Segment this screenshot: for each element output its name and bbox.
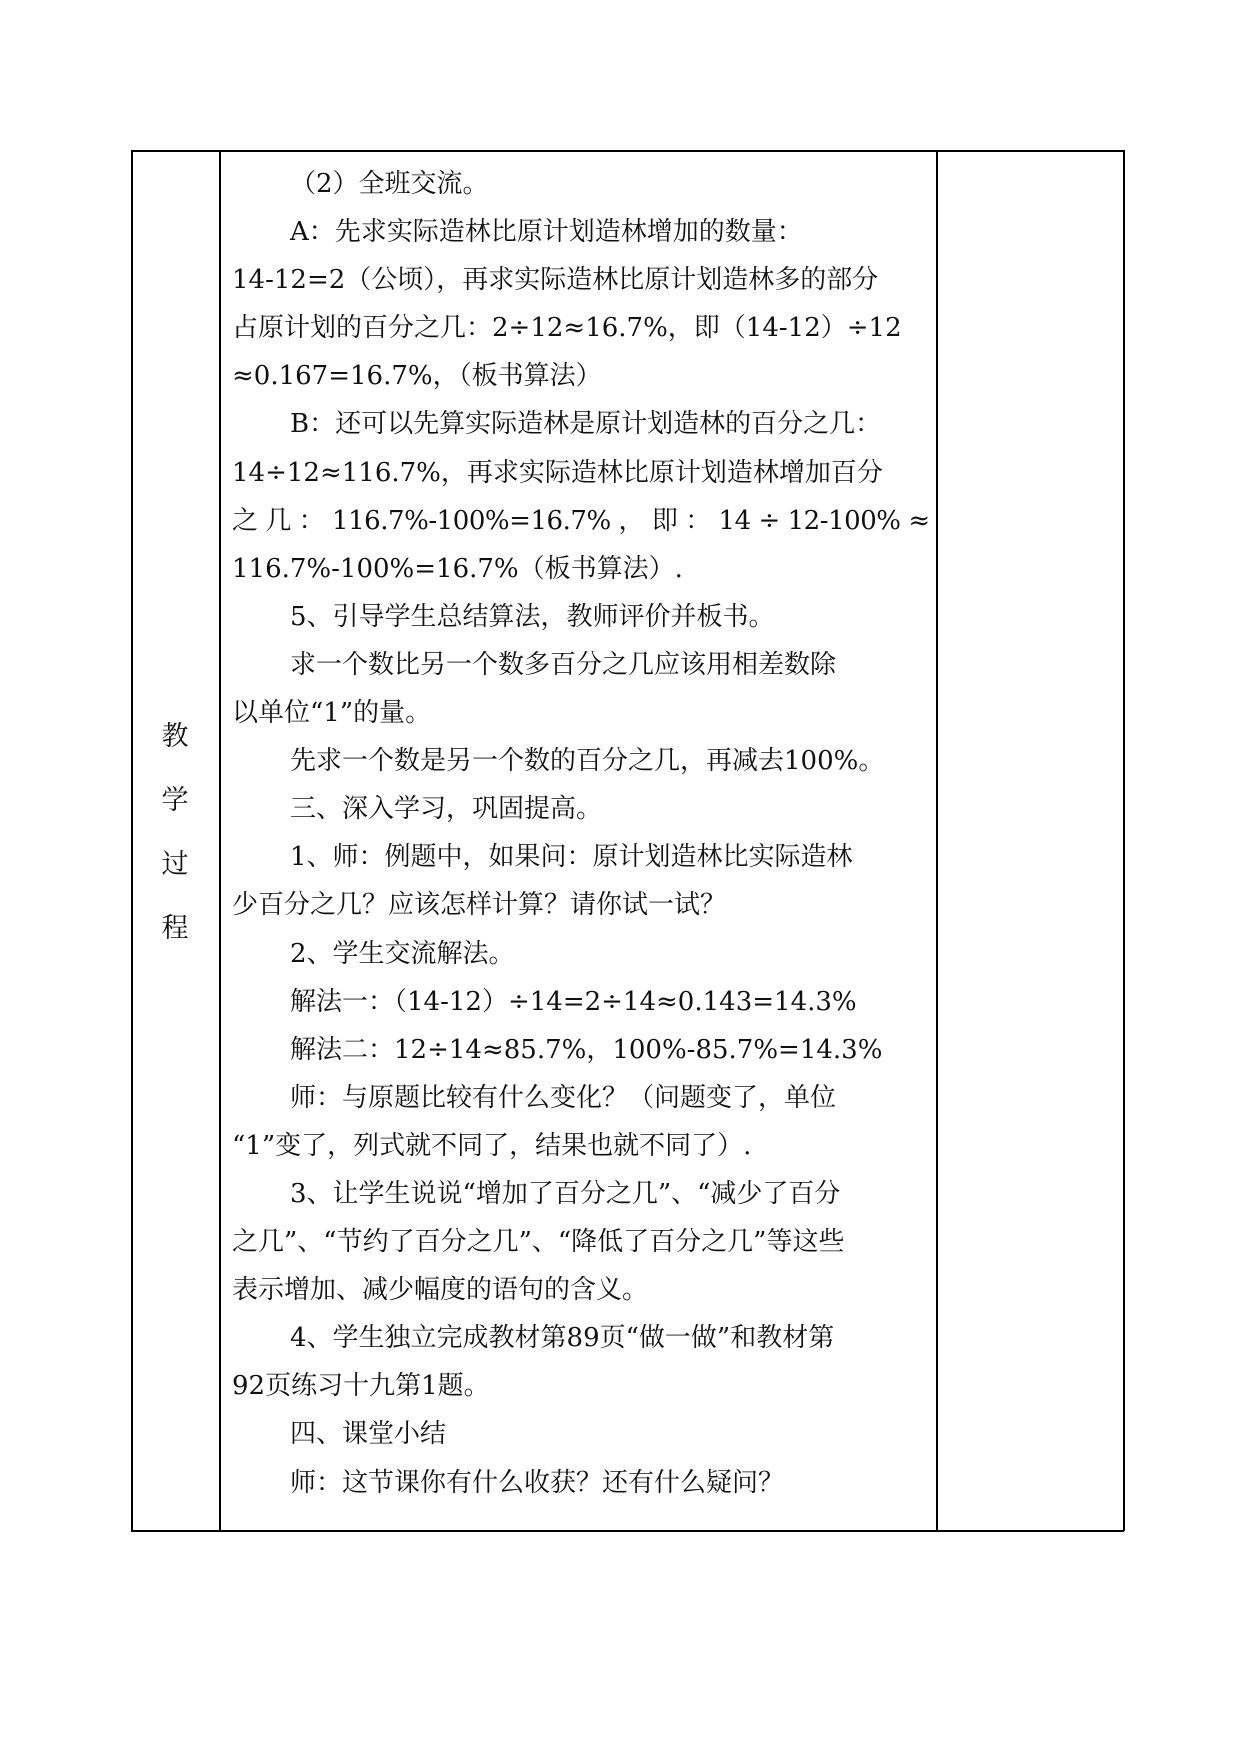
- text-line: 先求一个数是另一个数的百分之几，再减去100%。: [290, 746, 885, 777]
- text-line: 92页练习十九第1题。: [232, 1371, 490, 1402]
- text-line: 师：这节课你有什么收获？还有什么疑问？: [290, 1467, 785, 1498]
- text-line: 1、师：例题中，如果问：原计划造林比实际造林: [290, 842, 853, 873]
- row-label-char: 过: [161, 849, 189, 880]
- table-left-border: [131, 150, 133, 1531]
- row-label-char: 程: [161, 913, 189, 944]
- text-line: 解法二：12÷14≈85.7%，100%-85.7%=14.3%: [290, 1034, 883, 1065]
- text-line: 2、学生交流解法。: [290, 938, 515, 969]
- text-line: 师：与原题比较有什么变化？（问题变了，单位: [290, 1082, 837, 1113]
- row-label: [150, 705, 200, 961]
- teaching-process-content: [232, 160, 930, 1507]
- table-bottom-border: [131, 1530, 1124, 1532]
- column-divider-2: [936, 150, 938, 1531]
- text-line: 表示增加、减少幅度的语句的含义。: [232, 1275, 649, 1306]
- text-line: 14-12=2（公顷），再求实际造林比原计划造林多的部分: [232, 265, 879, 296]
- text-line: 三、深入学习，巩固提高。: [290, 794, 603, 825]
- text-line: A：先求实际造林比原计划造林增加的数量：: [290, 217, 803, 248]
- text-line: 占原计划的百分之几：2÷12≈16.7%，即（14-12）÷12: [232, 313, 902, 344]
- text-line: 少百分之几？应该怎样计算？请你试一试？: [232, 890, 727, 921]
- text-line: 求一个数比另一个数多百分之几应该用相差数除: [290, 649, 837, 680]
- row-label-char: 学: [161, 785, 189, 816]
- text-line: 4、学生独立完成教材第89页“做一做”和教材第: [290, 1323, 835, 1354]
- text-line: 四、课堂小结: [290, 1419, 447, 1450]
- text-line: 5、引导学生总结算法，教师评价并板书。: [290, 601, 775, 632]
- text-line: 14÷12≈116.7%，再求实际造林比原计划造林增加百分: [232, 457, 883, 488]
- text-line: 之几”、“节约了百分之几”、“降低了百分之几”等这些: [232, 1227, 845, 1258]
- text-line: 3、让学生说说“增加了百分之几”、“减少了百分: [290, 1178, 841, 1209]
- text-line: （2）全班交流。: [290, 169, 489, 199]
- table-top-border: [131, 150, 1124, 152]
- text-line: 116.7%-100%=16.7%（板书算法）.: [232, 553, 683, 584]
- text-line: ≈0.167=16.7%，（板书算法）: [232, 361, 602, 392]
- text-line: 之 几 ： 116.7%-100%=16.7% ， 即 ： 14 ÷ 12-100% ≈: [232, 505, 930, 536]
- text-line: 解法一：（14-12）÷14=2÷14≈0.143=14.3%: [290, 986, 857, 1017]
- row-label-char: 教: [161, 721, 189, 752]
- text-line: “1”变了，列式就不同了，结果也就不同了）.: [232, 1130, 752, 1161]
- column-divider-1: [219, 150, 221, 1531]
- text-line: 以单位“1”的量。: [232, 698, 432, 729]
- table-right-border: [1123, 150, 1125, 1531]
- text-line: B：还可以先算实际造林是原计划造林的百分之几：: [290, 409, 882, 440]
